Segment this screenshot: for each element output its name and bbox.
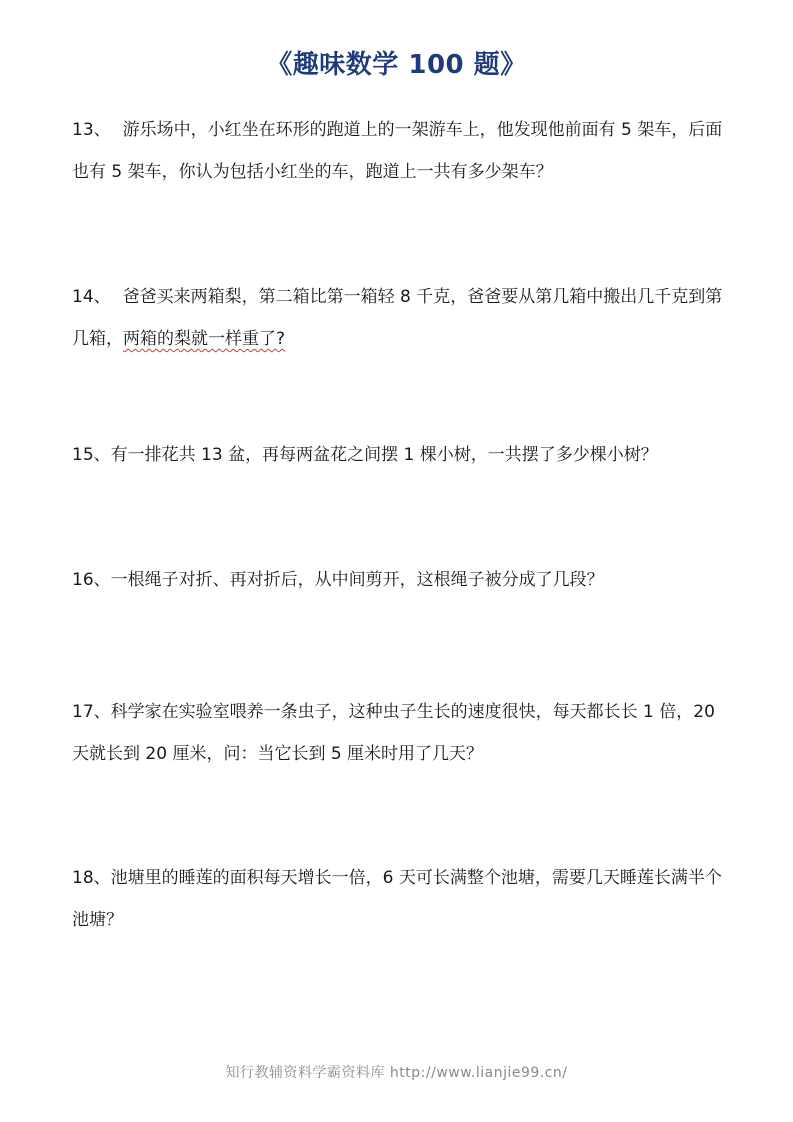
- page-title: 《趣味数学 100 题》: [266, 50, 527, 80]
- question-14: [72, 276, 724, 360]
- question-text: 有一排花共 13 盆，再每两盆花之间摆 1 棵小树，一共摆了多少棵小树？: [110, 445, 658, 465]
- question-17: [72, 691, 724, 775]
- question-number: 14、: [72, 287, 111, 307]
- question-text: 科学家在实验室喂养一条虫子，这种虫子生长的速度很快，每天都长长 1 倍，20 天就长到 20 厘米，问：当它长到 5 厘米时用了几天？: [72, 702, 715, 764]
- question-number: 18、: [72, 868, 111, 888]
- question-text: 爸爸买来两箱梨，第二箱比第一箱轻 8 千克，爸爸要从第几箱中搬出几千克到第几箱，: [72, 287, 723, 349]
- page-footer: 知行教辅资料学霸资料库 http://www.lianjie99.cn/: [225, 1065, 568, 1081]
- question-text: 池塘里的睡莲的面积每天增长一倍，6 天可长满整个池塘，需要几天睡莲长满半个池塘？: [72, 868, 722, 930]
- question-text: 一根绳子对折、再对折后，从中间剪开，这根绳子被分成了几段？: [110, 570, 604, 590]
- spellcheck-underlined-text: 两箱的梨就一样重了?: [123, 329, 286, 349]
- question-13: [72, 109, 724, 193]
- question-number: 17、: [72, 702, 111, 722]
- question-number: 15、: [72, 445, 111, 465]
- question-15: [72, 434, 724, 476]
- question-number: 13、: [72, 120, 111, 140]
- question-16: [72, 559, 724, 601]
- question-text: 游乐场中，小红坐在环形的跑道上的一架游车上，他发现他前面有 5 架车，后面也有 5 架车，你认为包括小红坐的车，跑道上一共有多少架车？: [72, 120, 723, 182]
- question-18: [72, 857, 724, 941]
- question-number: 16、: [72, 570, 111, 590]
